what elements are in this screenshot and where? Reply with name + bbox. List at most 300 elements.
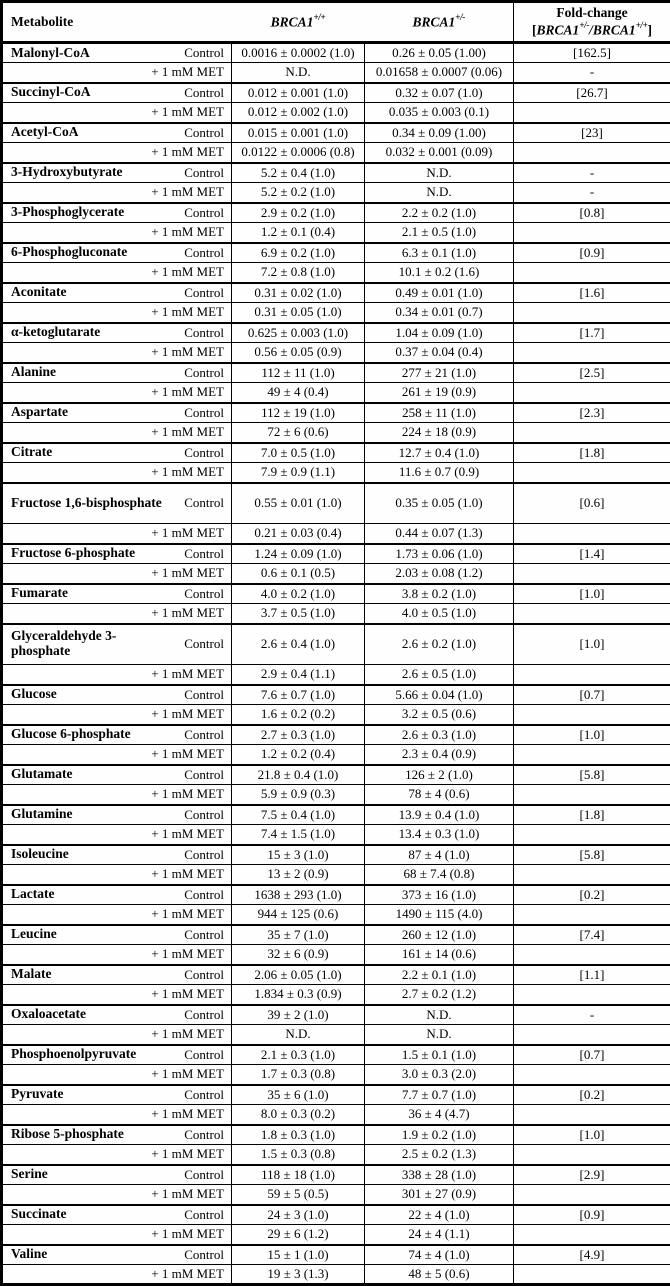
metabolite-cell xyxy=(2,805,232,825)
metabolite-cell xyxy=(2,604,232,624)
value-brca1-wt: 0.015 ± 0.001 (1.0) xyxy=(232,123,365,143)
fold-change-value: [2.3] xyxy=(514,403,670,423)
metabolite-cell xyxy=(2,685,232,705)
metabolite-met-row xyxy=(2,463,670,483)
value-brca1-het: 2.5 ± 0.2 (1.3) xyxy=(365,1145,514,1165)
value-brca1-wt: 7.0 ± 0.5 (1.0) xyxy=(232,443,365,463)
value-brca1-wt: 0.012 ± 0.002 (1.0) xyxy=(232,103,365,123)
fold-change-value: [1.8] xyxy=(514,805,670,825)
value-brca1-wt: 1.5 ± 0.3 (0.8) xyxy=(232,1145,365,1165)
value-brca1-het: 2.2 ± 0.1 (1.0) xyxy=(365,965,514,985)
value-brca1-wt: 0.6 ± 0.1 (0.5) xyxy=(232,564,365,584)
metabolite-name: Succinyl-CoA xyxy=(11,85,91,100)
metabolite-met-row xyxy=(2,1265,670,1285)
metabolite-cell xyxy=(2,403,232,423)
metabolite-cell xyxy=(2,443,232,463)
treatment-label-control: Control xyxy=(184,887,224,903)
metabolite-cell xyxy=(2,43,232,63)
treatment-label-control: Control xyxy=(184,445,224,461)
fold-change-value xyxy=(514,1145,670,1165)
fold-change-value: [1.0] xyxy=(514,725,670,745)
fold-change-value xyxy=(514,745,670,765)
value-brca1-wt: 118 ± 18 (1.0) xyxy=(232,1165,365,1185)
metabolite-name: Acetyl-CoA xyxy=(11,125,78,140)
metabolite-met-row xyxy=(2,103,670,123)
value-brca1-wt: 3.7 ± 0.5 (1.0) xyxy=(232,604,365,624)
value-brca1-wt: 0.625 ± 0.003 (1.0) xyxy=(232,323,365,343)
value-brca1-het: 13.4 ± 0.3 (1.0) xyxy=(365,825,514,845)
metabolite-control-row xyxy=(2,43,670,63)
metabolite-cell xyxy=(2,885,232,905)
treatment-label-met: + 1 mM MET xyxy=(151,224,224,240)
table-body xyxy=(2,43,670,1285)
fold-change-value: [0.7] xyxy=(514,685,670,705)
metabolite-cell xyxy=(2,624,232,665)
treatment-label-met: + 1 mM MET xyxy=(151,1266,224,1282)
metabolite-cell xyxy=(2,183,232,203)
metabolite-cell xyxy=(2,1185,232,1205)
treatment-label-met: + 1 mM MET xyxy=(151,344,224,360)
fold-change-value: [1.0] xyxy=(514,624,670,665)
metabolite-cell xyxy=(2,1225,232,1245)
treatment-label-met: + 1 mM MET xyxy=(151,1106,224,1122)
fold-change-value xyxy=(514,423,670,443)
value-brca1-wt: 112 ± 19 (1.0) xyxy=(232,403,365,423)
value-brca1-het: 6.3 ± 0.1 (1.0) xyxy=(365,243,514,263)
value-brca1-het: N.D. xyxy=(365,183,514,203)
metabolite-cell xyxy=(2,383,232,403)
metabolite-control-row xyxy=(2,544,670,564)
metabolite-control-row xyxy=(2,163,670,183)
metabolite-name: Valine xyxy=(11,1247,47,1262)
metabolite-met-row xyxy=(2,564,670,584)
metabolite-control-row xyxy=(2,1245,670,1265)
metabolite-cell xyxy=(2,483,232,524)
value-brca1-het: 261 ± 19 (0.9) xyxy=(365,383,514,403)
metabolite-met-row xyxy=(2,665,670,685)
metabolite-met-row xyxy=(2,343,670,363)
value-brca1-het: 2.3 ± 0.4 (0.9) xyxy=(365,745,514,765)
metabolite-met-row xyxy=(2,865,670,885)
fold-change-value xyxy=(514,865,670,885)
treatment-label-met: + 1 mM MET xyxy=(151,986,224,1002)
treatment-label-met: + 1 mM MET xyxy=(151,666,224,682)
brca1-het-superscript: +/- xyxy=(455,12,465,22)
metabolite-cell xyxy=(2,1145,232,1165)
treatment-label-met: + 1 mM MET xyxy=(151,384,224,400)
value-brca1-het: 74 ± 4 (1.0) xyxy=(365,1245,514,1265)
treatment-label-met: + 1 mM MET xyxy=(151,746,224,762)
fold-change-value xyxy=(514,705,670,725)
fold-change-value: [1.7] xyxy=(514,323,670,343)
treatment-label-control: Control xyxy=(184,325,224,341)
fold-change-value: [26.7] xyxy=(514,83,670,103)
value-brca1-wt: 39 ± 2 (1.0) xyxy=(232,1005,365,1025)
col-header-brca1-wt xyxy=(232,2,365,43)
value-brca1-wt: 0.012 ± 0.001 (1.0) xyxy=(232,83,365,103)
metabolite-cell xyxy=(2,705,232,725)
metabolite-met-row xyxy=(2,705,670,725)
treatment-label-control: Control xyxy=(184,85,224,101)
metabolite-cell xyxy=(2,363,232,383)
metabolite-met-row xyxy=(2,223,670,243)
treatment-label-control: Control xyxy=(184,495,224,511)
metabolite-control-row xyxy=(2,584,670,604)
col-header-metabolite xyxy=(2,2,232,43)
metabolite-control-row xyxy=(2,1045,670,1065)
value-brca1-wt: 2.9 ± 0.2 (1.0) xyxy=(232,203,365,223)
fold-change-value: - xyxy=(514,183,670,203)
value-brca1-wt: 59 ± 5 (0.5) xyxy=(232,1185,365,1205)
fold-change-value: [7.4] xyxy=(514,925,670,945)
metabolite-met-row xyxy=(2,985,670,1005)
value-brca1-wt: 32 ± 6 (0.9) xyxy=(232,945,365,965)
value-brca1-wt: 4.0 ± 0.2 (1.0) xyxy=(232,584,365,604)
treatment-label-met: + 1 mM MET xyxy=(151,1186,224,1202)
value-brca1-het: 2.6 ± 0.2 (1.0) xyxy=(365,624,514,665)
metabolite-name: Malonyl-CoA xyxy=(11,46,90,61)
metabolite-cell xyxy=(2,283,232,303)
fold-change-header-line1: Fold-change xyxy=(518,5,666,21)
treatment-label-control: Control xyxy=(184,205,224,221)
fold-change-value: [0.2] xyxy=(514,885,670,905)
metabolite-met-row xyxy=(2,745,670,765)
metabolite-cell xyxy=(2,665,232,685)
metabolite-cell xyxy=(2,343,232,363)
metabolite-control-row xyxy=(2,685,670,705)
value-brca1-het: 24 ± 4 (1.1) xyxy=(365,1225,514,1245)
metabolite-cell xyxy=(2,263,232,283)
fold-change-value: - xyxy=(514,63,670,83)
metabolite-cell xyxy=(2,1085,232,1105)
metabolite-control-row xyxy=(2,363,670,383)
metabolite-control-row xyxy=(2,725,670,745)
metabolite-control-row xyxy=(2,845,670,865)
metabolite-cell xyxy=(2,103,232,123)
treatment-label-control: Control xyxy=(184,45,224,61)
metabolite-control-row xyxy=(2,1085,670,1105)
treatment-label-control: Control xyxy=(184,1127,224,1143)
fold-change-value: [0.6] xyxy=(514,483,670,524)
treatment-label-met: + 1 mM MET xyxy=(151,1026,224,1042)
value-brca1-wt: 2.06 ± 0.05 (1.0) xyxy=(232,965,365,985)
value-brca1-het: 11.6 ± 0.7 (0.9) xyxy=(365,463,514,483)
treatment-label-control: Control xyxy=(184,636,224,652)
metabolite-cell xyxy=(2,564,232,584)
treatment-label-met: + 1 mM MET xyxy=(151,304,224,320)
fold-change-value xyxy=(514,905,670,925)
treatment-label-met: + 1 mM MET xyxy=(151,706,224,722)
metabolite-cell xyxy=(2,1265,232,1285)
value-brca1-wt: 0.56 ± 0.05 (0.9) xyxy=(232,343,365,363)
metabolite-cell xyxy=(2,323,232,343)
metabolite-name: Fructose 1,6-bisphosphate xyxy=(11,496,162,511)
metabolite-name: Glucose 6-phosphate xyxy=(11,727,131,742)
metabolite-name: Glucose xyxy=(11,687,57,702)
value-brca1-het: 0.26 ± 0.05 (1.00) xyxy=(365,43,514,63)
metabolite-cell xyxy=(2,123,232,143)
treatment-label-met: + 1 mM MET xyxy=(151,1226,224,1242)
metabolite-control-row xyxy=(2,1125,670,1145)
treatment-label-met: + 1 mM MET xyxy=(151,184,224,200)
bracket-close: ] xyxy=(647,23,652,38)
value-brca1-wt: N.D. xyxy=(232,1025,365,1045)
metabolite-cell xyxy=(2,303,232,323)
treatment-label-control: Control xyxy=(184,125,224,141)
fold-change-value xyxy=(514,604,670,624)
value-brca1-wt: 0.55 ± 0.01 (1.0) xyxy=(232,483,365,524)
value-brca1-wt: 2.1 ± 0.3 (1.0) xyxy=(232,1045,365,1065)
value-brca1-wt: 21.8 ± 0.4 (1.0) xyxy=(232,765,365,785)
treatment-label-met: + 1 mM MET xyxy=(151,144,224,160)
metabolite-name: Citrate xyxy=(11,445,52,460)
value-brca1-het: 68 ± 7.4 (0.8) xyxy=(365,865,514,885)
metabolite-met-row xyxy=(2,143,670,163)
fold-gene1: BRCA1 xyxy=(537,23,580,38)
metabolite-cell xyxy=(2,765,232,785)
metabolite-cell xyxy=(2,985,232,1005)
fold-change-value xyxy=(514,1185,670,1205)
value-brca1-het: 0.032 ± 0.001 (0.09) xyxy=(365,143,514,163)
value-brca1-het: 48 ± 5 (0.6) xyxy=(365,1265,514,1285)
treatment-label-control: Control xyxy=(184,1087,224,1103)
value-brca1-het: 2.6 ± 0.5 (1.0) xyxy=(365,665,514,685)
metabolite-cell xyxy=(2,1205,232,1225)
metabolite-cell xyxy=(2,243,232,263)
treatment-label-control: Control xyxy=(184,365,224,381)
fold-change-value xyxy=(514,343,670,363)
metabolite-cell xyxy=(2,63,232,83)
metabolite-name: Succinate xyxy=(11,1207,67,1222)
treatment-label-control: Control xyxy=(184,767,224,783)
value-brca1-wt: 72 ± 6 (0.6) xyxy=(232,423,365,443)
treatment-label-control: Control xyxy=(184,285,224,301)
metabolite-cell xyxy=(2,223,232,243)
metabolite-met-row xyxy=(2,1145,670,1165)
metabolite-met-row xyxy=(2,1185,670,1205)
value-brca1-wt: 7.5 ± 0.4 (1.0) xyxy=(232,805,365,825)
fold-change-value xyxy=(514,945,670,965)
treatment-label-control: Control xyxy=(184,1007,224,1023)
value-brca1-wt: 13 ± 2 (0.9) xyxy=(232,865,365,885)
metabolite-cell xyxy=(2,544,232,564)
metabolite-header-label: Metabolite xyxy=(11,14,73,29)
fold-change-value xyxy=(514,303,670,323)
fold-change-value: [0.9] xyxy=(514,243,670,263)
fold-change-value xyxy=(514,785,670,805)
value-brca1-het: 0.37 ± 0.04 (0.4) xyxy=(365,343,514,363)
treatment-label-control: Control xyxy=(184,727,224,743)
metabolite-cell xyxy=(2,825,232,845)
metabolite-control-row xyxy=(2,885,670,905)
metabolite-name: Fructose 6-phosphate xyxy=(11,546,135,561)
treatment-label-control: Control xyxy=(184,245,224,261)
value-brca1-het: 0.34 ± 0.09 (1.00) xyxy=(365,123,514,143)
value-brca1-het: 258 ± 11 (1.0) xyxy=(365,403,514,423)
metabolite-cell xyxy=(2,1105,232,1125)
value-brca1-wt: 1.2 ± 0.2 (0.4) xyxy=(232,745,365,765)
value-brca1-wt: 1.8 ± 0.3 (1.0) xyxy=(232,1125,365,1145)
metabolite-met-row xyxy=(2,183,670,203)
fold-change-value xyxy=(514,665,670,685)
metabolite-name: Oxaloacetate xyxy=(11,1007,86,1022)
value-brca1-het: 0.01658 ± 0.0007 (0.06) xyxy=(365,63,514,83)
metabolite-control-row xyxy=(2,624,670,665)
metabolite-cell xyxy=(2,785,232,805)
value-brca1-het: 0.35 ± 0.05 (1.0) xyxy=(365,483,514,524)
treatment-label-met: + 1 mM MET xyxy=(151,104,224,120)
fold-change-value xyxy=(514,825,670,845)
metabolite-name: Aspartate xyxy=(11,405,68,420)
metabolite-name: 3-Phosphoglycerate xyxy=(11,205,124,220)
treatment-label-control: Control xyxy=(184,1047,224,1063)
fold-change-value: [0.2] xyxy=(514,1085,670,1105)
metabolite-met-row xyxy=(2,1105,670,1125)
metabolite-cell xyxy=(2,1065,232,1085)
value-brca1-het: 2.2 ± 0.2 (1.0) xyxy=(365,203,514,223)
metabolite-cell xyxy=(2,203,232,223)
treatment-label-control: Control xyxy=(184,1167,224,1183)
value-brca1-het: 1.04 ± 0.09 (1.0) xyxy=(365,323,514,343)
value-brca1-het: N.D. xyxy=(365,163,514,183)
value-brca1-het: 338 ± 28 (1.0) xyxy=(365,1165,514,1185)
metabolite-cell xyxy=(2,423,232,443)
fold-change-value: [2.5] xyxy=(514,363,670,383)
fold-slash: / xyxy=(589,23,593,38)
table-header xyxy=(2,2,670,43)
metabolite-control-row xyxy=(2,323,670,343)
treatment-label-control: Control xyxy=(184,927,224,943)
metabolite-control-row xyxy=(2,1005,670,1025)
treatment-label-met: + 1 mM MET xyxy=(151,424,224,440)
fold-change-value: [162.5] xyxy=(514,43,670,63)
value-brca1-wt: 6.9 ± 0.2 (1.0) xyxy=(232,243,365,263)
value-brca1-het: 373 ± 16 (1.0) xyxy=(365,885,514,905)
fold-gene1-superscript: +/- xyxy=(579,20,589,30)
metabolite-cell xyxy=(2,745,232,765)
metabolite-met-row xyxy=(2,263,670,283)
metabolite-cell xyxy=(2,1005,232,1025)
value-brca1-wt: 29 ± 6 (1.2) xyxy=(232,1225,365,1245)
value-brca1-wt: 112 ± 11 (1.0) xyxy=(232,363,365,383)
value-brca1-wt: 24 ± 3 (1.0) xyxy=(232,1205,365,1225)
metabolite-cell xyxy=(2,925,232,945)
treatment-label-met: + 1 mM MET xyxy=(151,464,224,480)
value-brca1-het: 1.9 ± 0.2 (1.0) xyxy=(365,1125,514,1145)
value-brca1-het: 2.03 ± 0.08 (1.2) xyxy=(365,564,514,584)
value-brca1-het: 260 ± 12 (1.0) xyxy=(365,925,514,945)
col-header-fold-change xyxy=(514,2,670,43)
value-brca1-het: 2.7 ± 0.2 (1.2) xyxy=(365,985,514,1005)
metabolite-cell xyxy=(2,1245,232,1265)
fold-change-value xyxy=(514,103,670,123)
treatment-label-met: + 1 mM MET xyxy=(151,906,224,922)
metabolite-cell xyxy=(2,865,232,885)
metabolite-cell xyxy=(2,1165,232,1185)
fold-change-value: [1.1] xyxy=(514,965,670,985)
fold-change-value: [5.8] xyxy=(514,765,670,785)
metabolite-met-row xyxy=(2,303,670,323)
value-brca1-het: N.D. xyxy=(365,1025,514,1045)
metabolite-control-row xyxy=(2,403,670,423)
metabolite-cell xyxy=(2,1125,232,1145)
treatment-label-control: Control xyxy=(184,165,224,181)
value-brca1-wt: 1.834 ± 0.3 (0.9) xyxy=(232,985,365,1005)
value-brca1-wt: 2.9 ± 0.4 (1.1) xyxy=(232,665,365,685)
value-brca1-wt: 2.7 ± 0.3 (1.0) xyxy=(232,725,365,745)
value-brca1-het: 224 ± 18 (0.9) xyxy=(365,423,514,443)
fold-change-value xyxy=(514,1265,670,1285)
fold-change-value: [5.8] xyxy=(514,845,670,865)
value-brca1-wt: 35 ± 6 (1.0) xyxy=(232,1085,365,1105)
value-brca1-wt: 7.2 ± 0.8 (1.0) xyxy=(232,263,365,283)
metabolite-name: Glutamate xyxy=(11,767,73,782)
value-brca1-het: 1.5 ± 0.1 (1.0) xyxy=(365,1045,514,1065)
bracket-open: [ xyxy=(532,23,537,38)
value-brca1-het: 3.0 ± 0.3 (2.0) xyxy=(365,1065,514,1085)
value-brca1-wt: 15 ± 1 (1.0) xyxy=(232,1245,365,1265)
treatment-label-met: + 1 mM MET xyxy=(151,826,224,842)
value-brca1-het: 126 ± 2 (1.0) xyxy=(365,765,514,785)
value-brca1-wt: 35 ± 7 (1.0) xyxy=(232,925,365,945)
value-brca1-wt: 15 ± 3 (1.0) xyxy=(232,845,365,865)
metabolite-cell xyxy=(2,845,232,865)
value-brca1-het: 1.73 ± 0.06 (1.0) xyxy=(365,544,514,564)
metabolite-control-row xyxy=(2,283,670,303)
metabolite-cell xyxy=(2,965,232,985)
value-brca1-het: 4.0 ± 0.5 (1.0) xyxy=(365,604,514,624)
fold-change-value xyxy=(514,1105,670,1125)
fold-change-value xyxy=(514,1065,670,1085)
fold-change-value: [2.9] xyxy=(514,1165,670,1185)
metabolite-control-row xyxy=(2,83,670,103)
value-brca1-wt: 5.2 ± 0.2 (1.0) xyxy=(232,183,365,203)
value-brca1-het: 0.34 ± 0.01 (0.7) xyxy=(365,303,514,323)
treatment-label-met: + 1 mM MET xyxy=(151,1146,224,1162)
treatment-label-control: Control xyxy=(184,687,224,703)
metabolite-name: Leucine xyxy=(11,927,57,942)
fold-change-value xyxy=(514,1225,670,1245)
value-brca1-het: 5.66 ± 0.04 (1.0) xyxy=(365,685,514,705)
value-brca1-het: 78 ± 4 (0.6) xyxy=(365,785,514,805)
value-brca1-wt: 1638 ± 293 (1.0) xyxy=(232,885,365,905)
value-brca1-het: 12.7 ± 0.4 (1.0) xyxy=(365,443,514,463)
value-brca1-wt: 1.7 ± 0.3 (0.8) xyxy=(232,1065,365,1085)
metabolite-cell xyxy=(2,905,232,925)
value-brca1-het: 2.6 ± 0.3 (1.0) xyxy=(365,725,514,745)
fold-change-value xyxy=(514,143,670,163)
metabolite-name: α-ketoglutarate xyxy=(11,325,100,340)
value-brca1-het: 2.1 ± 0.5 (1.0) xyxy=(365,223,514,243)
metabolite-cell xyxy=(2,1025,232,1045)
value-brca1-het: 87 ± 4 (1.0) xyxy=(365,845,514,865)
metabolite-name: Lactate xyxy=(11,887,54,902)
metabolite-control-row xyxy=(2,765,670,785)
treatment-label-control: Control xyxy=(184,847,224,863)
metabolite-control-row xyxy=(2,483,670,524)
brca1-wt-gene-label: BRCA1 xyxy=(271,15,314,30)
fold-change-value: [1.8] xyxy=(514,443,670,463)
header-row xyxy=(2,2,670,43)
metabolite-met-row xyxy=(2,825,670,845)
value-brca1-het: 36 ± 4 (4.7) xyxy=(365,1105,514,1125)
metabolite-name: Glutamine xyxy=(11,807,73,822)
metabolite-name: Ribose 5-phosphate xyxy=(11,1127,124,1142)
value-brca1-wt: 944 ± 125 (0.6) xyxy=(232,905,365,925)
value-brca1-wt: 0.31 ± 0.05 (1.0) xyxy=(232,303,365,323)
fold-change-value: - xyxy=(514,163,670,183)
metabolite-met-row xyxy=(2,604,670,624)
